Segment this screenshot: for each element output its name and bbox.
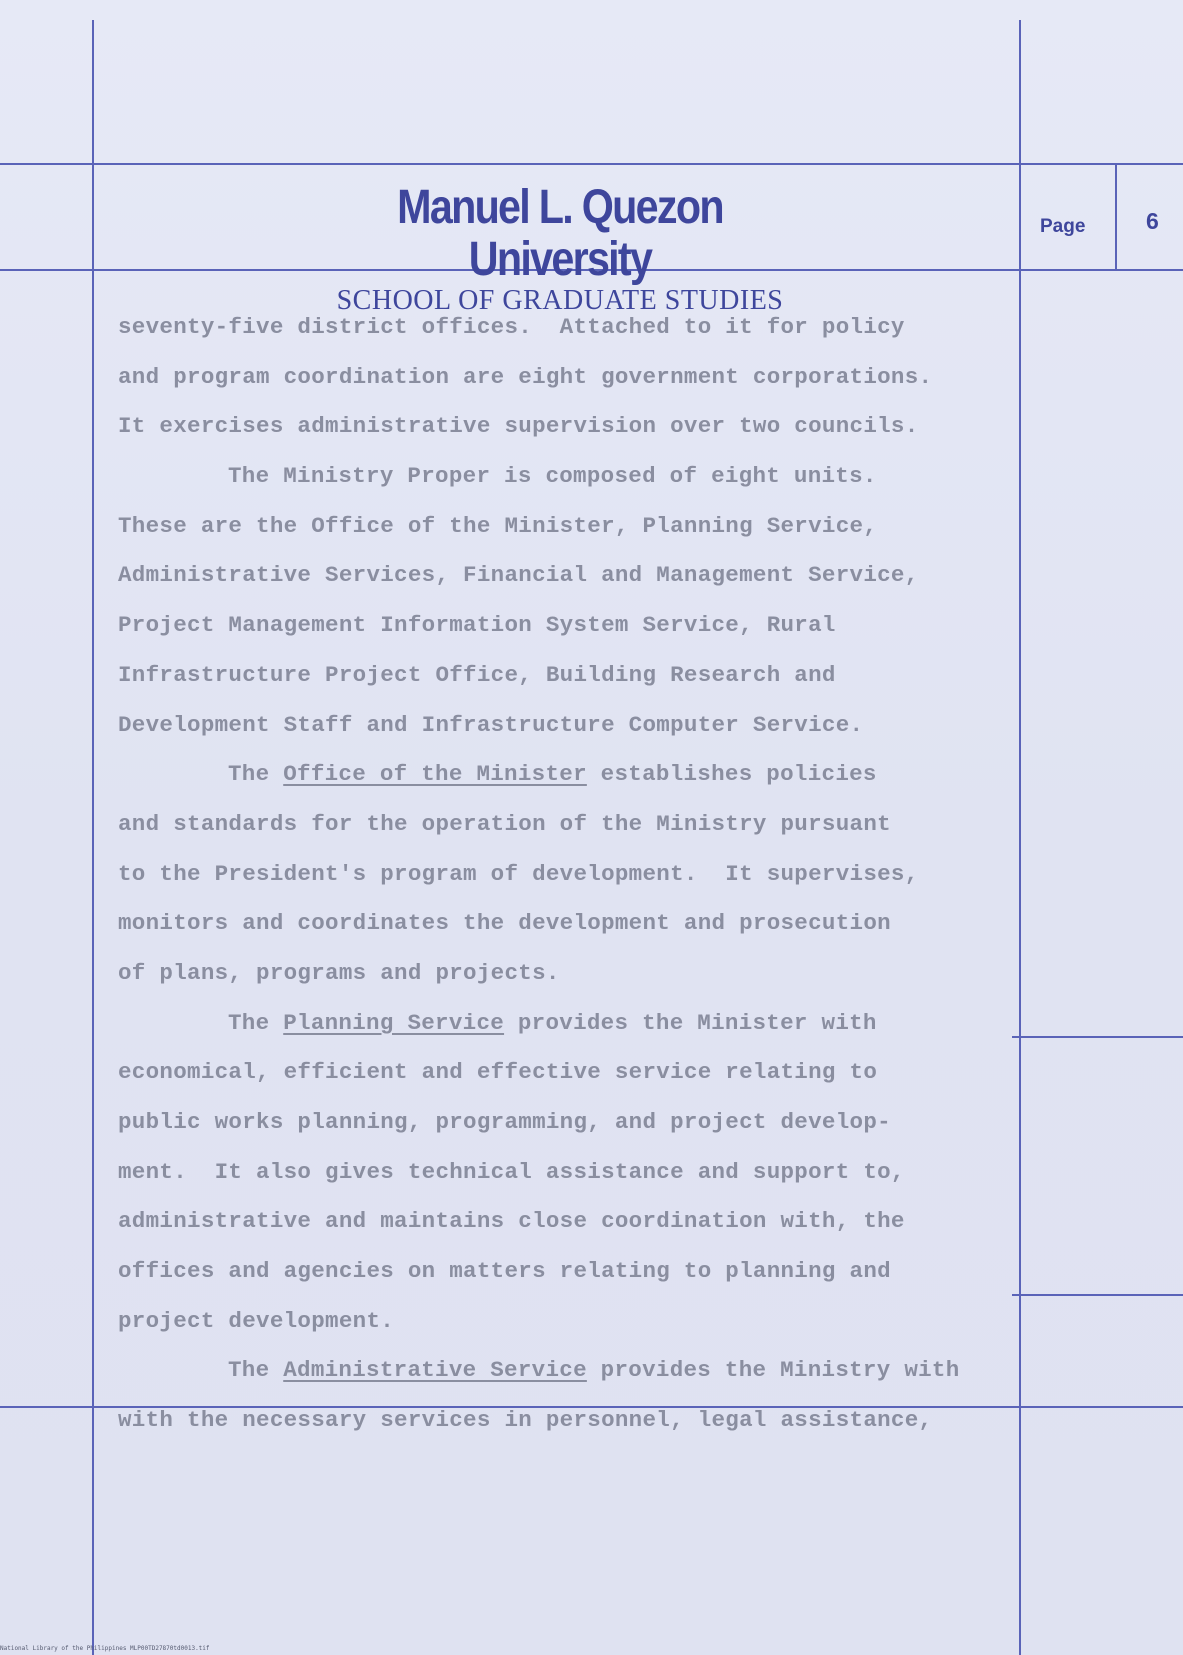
text-line: [118, 551, 1018, 601]
text-line: [118, 402, 1018, 452]
underlined-heading: Office of the Minister: [283, 761, 587, 788]
text-line: [118, 452, 1018, 502]
text-run: provides the Minister with: [504, 1009, 877, 1036]
text-run: These are the Office of the Minister, Planning Service,: [118, 512, 878, 539]
underlined-heading: Administrative Service: [283, 1357, 587, 1384]
text-run: Administrative Services, Financial and Management Service,: [118, 562, 919, 589]
text-run: monitors and coordinates the development and prosecution: [118, 910, 891, 937]
text-line: [118, 750, 1018, 800]
text-run: project development.: [118, 1307, 395, 1334]
rule-header-top: [0, 163, 1183, 165]
text-line: [118, 999, 1018, 1049]
text-line: [118, 1098, 1018, 1148]
text-line: [118, 1048, 1018, 1098]
text-run: with the necessary services in personnel, legal assistance,: [118, 1407, 933, 1434]
text-run: to the President's program of development. It supervises,: [118, 860, 919, 887]
text-line: [118, 303, 1018, 353]
text-run: Project Management Information System Service, Rural: [118, 612, 836, 639]
text-run: and program coordination are eight government corporations.: [118, 363, 933, 390]
text-line: [118, 1247, 1018, 1297]
rule-margin-2: [1012, 1294, 1183, 1296]
text-run: economical, efficient and effective service relating to: [118, 1059, 878, 1086]
text-run: of plans, programs and projects.: [118, 959, 560, 986]
archive-footer: National Library of the Philippines MLP00TD27870td0013.tif: [0, 1645, 210, 1652]
underlined-heading: Planning Service: [283, 1009, 505, 1036]
text-line: [118, 1148, 1018, 1198]
text-run: The: [228, 1009, 284, 1036]
text-run: public works planning, programming, and project develop-: [118, 1109, 891, 1135]
text-run: It exercises administrative supervision over two councils.: [118, 413, 919, 440]
page-label: Page: [1040, 216, 1086, 237]
text-line: [118, 800, 1018, 850]
text-line: [118, 1346, 1018, 1396]
text-run: administrative and maintains close coordination with, the: [118, 1208, 905, 1235]
text-run: Development Staff and Infrastructure Computer Service.: [118, 711, 864, 738]
text-line: [118, 1297, 1018, 1347]
typewritten-body: [118, 303, 1018, 1446]
school-name: SCHOOL OF GRADUATE STUDIES: [336, 285, 784, 316]
text-line: [118, 502, 1018, 552]
text-line: [118, 1396, 1018, 1446]
text-line: [118, 850, 1018, 900]
text-run: The: [228, 761, 284, 788]
text-line: [118, 601, 1018, 651]
text-run: offices and agencies on matters relating to planning and: [118, 1258, 891, 1285]
text-line: [118, 949, 1018, 999]
page-number: 6: [1146, 208, 1159, 234]
rule-page-box: [1115, 163, 1117, 271]
rule-right-margin: [1019, 20, 1021, 1655]
text-line: [118, 701, 1018, 751]
text-run: ment. It also gives technical assistance and support to,: [118, 1158, 905, 1185]
text-run: The: [228, 1357, 284, 1384]
text-run: Infrastructure Project Office, Building Research and: [118, 661, 836, 688]
text-run: and standards for the operation of the Ministry pursuant: [118, 810, 891, 837]
rule-left-margin: [92, 20, 94, 1655]
university-name: Manuel L. Quezon University: [397, 181, 723, 286]
text-line: [118, 1197, 1018, 1247]
text-run: provides the Ministry with: [586, 1357, 960, 1384]
rule-margin-1: [1012, 1036, 1183, 1038]
text-line: [118, 899, 1018, 949]
text-run: The Ministry Proper is composed of eight units.: [228, 463, 877, 490]
text-run: seventy-five district offices. Attached to it for policy: [118, 314, 905, 340]
text-line: [118, 353, 1018, 403]
letterhead: [300, 182, 820, 316]
text-line: [118, 651, 1018, 701]
text-run: establishes policies: [586, 761, 877, 788]
